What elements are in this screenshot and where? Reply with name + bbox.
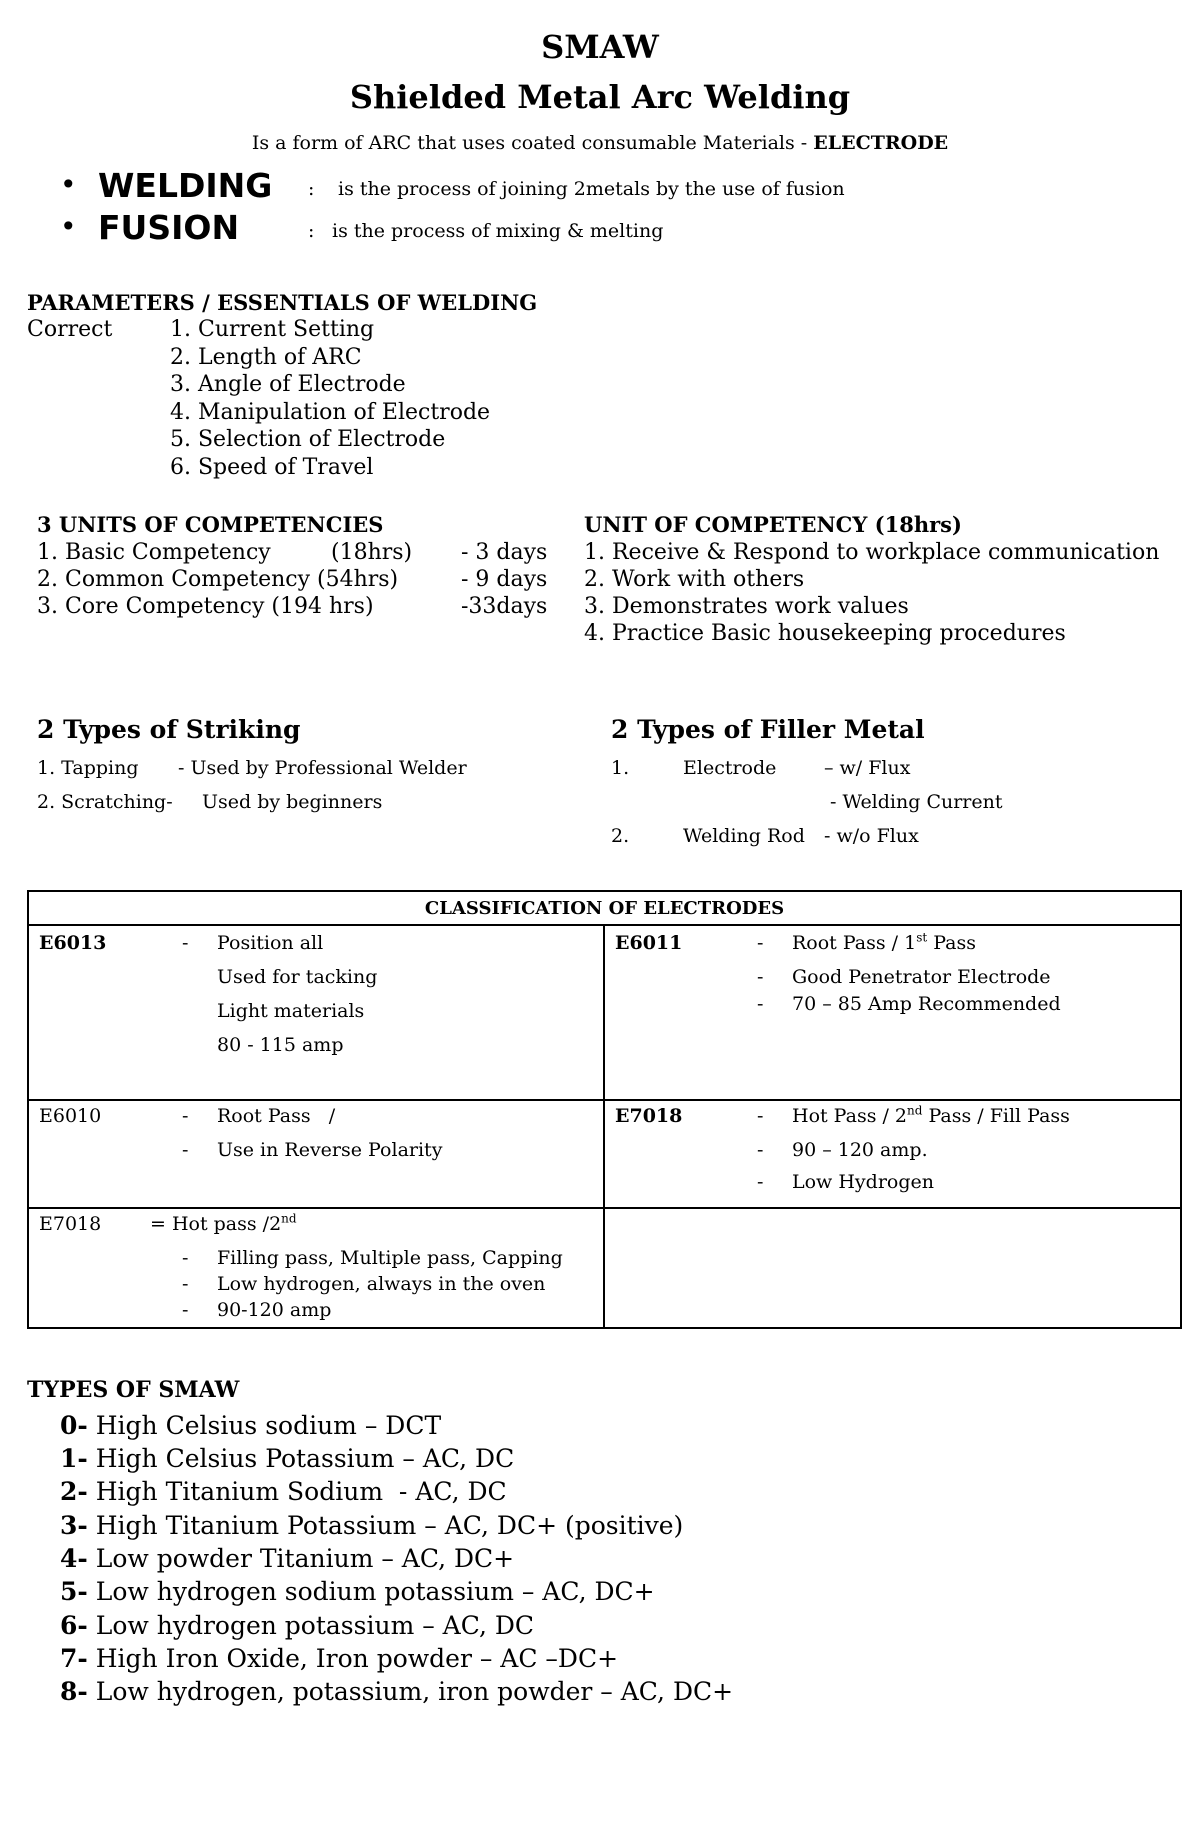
electrode-line: Use in Reverse Polarity bbox=[217, 1139, 443, 1161]
electrode-line: Low Hydrogen bbox=[792, 1171, 934, 1193]
types-heading: TYPES OF SMAW bbox=[27, 1377, 240, 1403]
electrode-line: Good Penetrator Electrode bbox=[792, 966, 1051, 988]
filler-name: Welding Rod bbox=[683, 825, 805, 847]
definition-term: FUSION bbox=[98, 208, 240, 247]
striking-heading: 2 Types of Striking bbox=[37, 715, 301, 744]
competency-item: 3. Demonstrates work values bbox=[584, 594, 909, 619]
electrode-dash: - bbox=[182, 1273, 189, 1295]
table-cell-empty bbox=[604, 1208, 1181, 1328]
striking-name: 2. Scratching- bbox=[37, 791, 173, 813]
unit-days: -33days bbox=[461, 594, 548, 619]
type-item: 6- Low hydrogen potassium – AC, DC bbox=[60, 1611, 535, 1640]
parameter-item: 4. Manipulation of Electrode bbox=[170, 400, 491, 425]
page-subtitle: Shielded Metal Arc Welding bbox=[349, 78, 851, 116]
unit-hours: (18hrs) bbox=[331, 540, 413, 565]
electrode-dash: - bbox=[182, 1247, 189, 1269]
filler-heading: 2 Types of Filler Metal bbox=[611, 715, 925, 744]
electrode-dash: - bbox=[182, 932, 189, 954]
classification-heading-cell bbox=[28, 891, 1181, 925]
striking-name: 1. Tapping bbox=[37, 757, 139, 779]
parameter-item: 2. Length of ARC bbox=[170, 345, 362, 370]
electrode-line: Low hydrogen, always in the oven bbox=[217, 1273, 546, 1295]
electrode-dash: - bbox=[757, 932, 764, 954]
type-item: 1- High Celsius Potassium – AC, DC bbox=[60, 1444, 515, 1473]
unit-name: 3. Core Competency (194 hrs) bbox=[37, 594, 374, 619]
unit-days: - 9 days bbox=[461, 567, 548, 592]
electrode-line: = Hot pass /2nd bbox=[150, 1211, 297, 1235]
definition-text: is the process of joining 2metals by the use of fusion bbox=[338, 178, 845, 200]
electrode-code: E7018 bbox=[615, 1105, 683, 1127]
intro-line bbox=[0, 132, 1200, 154]
parameter-item: 3. Angle of Electrode bbox=[170, 372, 406, 397]
unit-days: - 3 days bbox=[461, 540, 548, 565]
classification-table bbox=[27, 890, 1182, 1329]
parameter-item: 5. Selection of Electrode bbox=[170, 427, 446, 452]
electrode-line: Used for tacking bbox=[217, 966, 378, 988]
parameters-heading: PARAMETERS / ESSENTIALS OF WELDING bbox=[27, 290, 538, 315]
competency-item: 1. Receive & Respond to workplace communication bbox=[584, 540, 1160, 565]
type-item: 3- High Titanium Potassium – AC, DC+ (positive) bbox=[60, 1511, 684, 1540]
electrode-line: 90 – 120 amp. bbox=[792, 1139, 928, 1161]
unit-name: 1. Basic Competency bbox=[37, 540, 271, 565]
electrode-dash: - bbox=[757, 1139, 764, 1161]
type-item: 5- Low hydrogen sodium potassium – AC, DC+ bbox=[60, 1577, 655, 1606]
filler-number: 1. bbox=[611, 757, 630, 779]
filler-desc: - w/o Flux bbox=[824, 825, 919, 847]
electrode-dash: - bbox=[182, 1105, 189, 1127]
electrode-dash: - bbox=[757, 1171, 764, 1193]
definition-text: is the process of mixing & melting bbox=[332, 220, 664, 242]
table-cell bbox=[604, 925, 1181, 1100]
filler-number: 2. bbox=[611, 825, 630, 847]
electrode-dash: - bbox=[182, 1139, 189, 1161]
electrode-dash: - bbox=[182, 1299, 189, 1321]
table-cell bbox=[28, 1100, 604, 1208]
filler-desc: - Welding Current bbox=[830, 791, 1003, 813]
electrode-line: Hot Pass / 2nd Pass / Fill Pass bbox=[792, 1103, 1070, 1127]
filler-name: Electrode bbox=[683, 757, 777, 779]
bullet-icon: • bbox=[60, 210, 77, 243]
type-item: 4- Low powder Titanium – AC, DC+ bbox=[60, 1544, 515, 1573]
electrode-line: Filling pass, Multiple pass, Capping bbox=[217, 1247, 563, 1269]
type-item: 8- Low hydrogen, potassium, iron powder – AC, DC+ bbox=[60, 1677, 734, 1706]
classification-heading: CLASSIFICATION OF ELECTRODES bbox=[424, 898, 785, 919]
electrode-line: 90-120 amp bbox=[217, 1299, 332, 1321]
table-cell bbox=[604, 1100, 1181, 1208]
page-title: SMAW bbox=[541, 28, 659, 66]
electrode-code: E7018 bbox=[39, 1213, 102, 1235]
definition-separator: : bbox=[308, 178, 315, 200]
electrode-line: Root Pass / bbox=[217, 1105, 336, 1127]
type-item: 2- High Titanium Sodium - AC, DC bbox=[60, 1477, 507, 1506]
electrode-line: Light materials bbox=[217, 1000, 365, 1022]
filler-desc: – w/ Flux bbox=[824, 757, 911, 779]
competency-item: 4. Practice Basic housekeeping procedures bbox=[584, 621, 1066, 646]
electrode-code: E6010 bbox=[39, 1105, 102, 1127]
striking-desc: - Used by Professional Welder bbox=[178, 757, 467, 779]
bullet-icon: • bbox=[60, 168, 77, 201]
table-cell bbox=[28, 925, 604, 1100]
electrode-line: Position all bbox=[217, 932, 324, 954]
unit-competency-heading: UNIT OF COMPETENCY (18hrs) bbox=[584, 512, 962, 537]
electrode-dash: - bbox=[757, 993, 764, 1015]
electrode-code: E6011 bbox=[615, 932, 683, 954]
units-heading: 3 UNITS OF COMPETENCIES bbox=[37, 512, 384, 537]
electrode-dash: - bbox=[757, 1105, 764, 1127]
definition-term: WELDING bbox=[98, 166, 273, 205]
striking-desc: Used by beginners bbox=[202, 791, 383, 813]
parameter-item: 6. Speed of Travel bbox=[170, 455, 374, 480]
intro-text: Is a form of ARC that uses coated consumable Materials - bbox=[251, 132, 814, 154]
electrode-line: 80 - 115 amp bbox=[217, 1034, 344, 1056]
type-item: 0- High Celsius sodium – DCT bbox=[60, 1411, 442, 1440]
intro-keyword: ELECTRODE bbox=[813, 132, 949, 154]
electrode-line: Root Pass / 1st Pass bbox=[792, 930, 976, 954]
table-cell bbox=[28, 1208, 604, 1328]
unit-name: 2. Common Competency (54hrs) bbox=[37, 567, 399, 592]
parameters-lead: Correct bbox=[27, 317, 113, 342]
parameter-item: 1. Current Setting bbox=[170, 317, 375, 342]
competency-item: 2. Work with others bbox=[584, 567, 805, 592]
electrode-dash: - bbox=[757, 966, 764, 988]
definition-separator: : bbox=[308, 220, 315, 242]
type-item: 7- High Iron Oxide, Iron powder – AC –DC+ bbox=[60, 1644, 619, 1673]
electrode-line: 70 – 85 Amp Recommended bbox=[792, 993, 1061, 1015]
electrode-code: E6013 bbox=[39, 932, 107, 954]
